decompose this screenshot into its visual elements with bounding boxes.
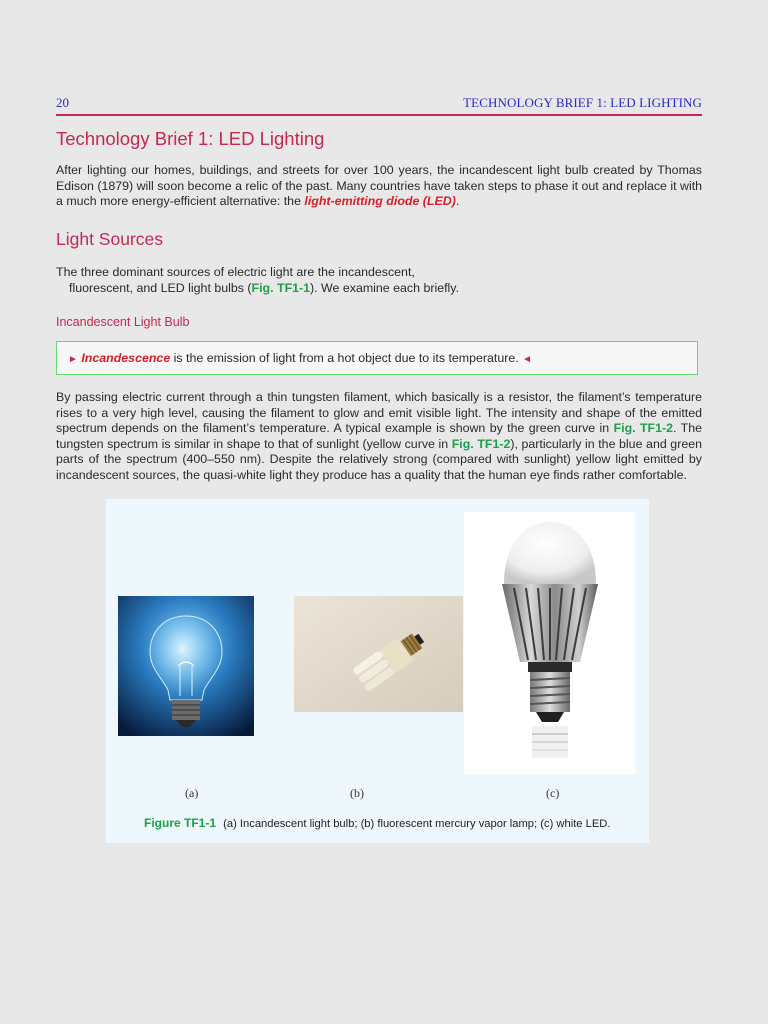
intro-line-3 [56, 194, 702, 210]
figure-caption [144, 816, 611, 830]
body-text: tungsten spectrum is similar in shape to that of sunlight (yellow curve in [56, 436, 452, 451]
incandescent-bulb-image [118, 596, 254, 736]
intro-text: a much more energy-efficient alternative: the [56, 194, 305, 209]
intro-line-2: Edison (1879) will soon become a relic of the past. Many countries have taken steps to phase it out and replace it with [56, 178, 703, 193]
running-header [56, 95, 702, 116]
figure-reference-link[interactable]: Fig. TF1-2 [613, 421, 674, 436]
body-text: . The [673, 421, 702, 436]
right-triangle-icon: ► [68, 354, 78, 365]
page-number: 20 [56, 95, 69, 110]
sources-text-end: ). We examine each briefly. [310, 280, 460, 295]
figure-reference-link[interactable]: Fig. TF1-2 [451, 436, 511, 451]
body-line-2: rises to a very high level, causing the filament to glow and emit visible light. The intensity and shape of the emitted [56, 405, 702, 420]
body-text: ), particularly in the blue and green [510, 436, 702, 451]
sources-line-1: The three dominant sources of electric light are the incandescent, [56, 265, 415, 279]
section-title: Light Sources [56, 229, 164, 249]
left-triangle-icon: ◄ [522, 354, 533, 365]
definition-body: is the emission of light from a hot object due to its temperature. [170, 351, 523, 365]
body-line-1: By passing electric current through a thin tungsten filament, which basically is a resistor, the filament’s temperature [56, 390, 702, 404]
definition-text [68, 351, 532, 365]
figure-reference-link[interactable]: Fig. TF1-1 [251, 280, 311, 295]
panel-label-a: (a) [185, 786, 199, 800]
body-text: spectrum depends on the filament’s temperature. A typical example is shown by the green curve in [56, 421, 614, 436]
panel-label-b: (b) [350, 786, 364, 800]
body-line-6: incandescent sources, the quasi-white light they produce has a quality that the human eye finds rather comfortable. [56, 467, 687, 482]
led-term: light-emitting diode (LED) [304, 194, 456, 209]
body-line-3 [56, 421, 702, 437]
running-title: TECHNOLOGY BRIEF 1: LED LIGHTING [463, 95, 702, 110]
body-paragraph [56, 390, 702, 484]
sources-paragraph [56, 265, 556, 296]
fluorescent-lamp-image [294, 596, 463, 712]
subsection-title: Incandescent Light Bulb [56, 315, 190, 329]
white-led-bulb-image [464, 512, 635, 774]
sources-text: fluorescent, and LED light bulbs ( [69, 280, 252, 295]
intro-period: . [455, 194, 460, 209]
figure-tf1-1 [106, 499, 649, 843]
figure-caption-label: Figure TF1-1 [144, 816, 217, 830]
intro-paragraph [56, 163, 702, 210]
page-title: Technology Brief 1: LED Lighting [56, 128, 325, 149]
definition-term: Incandescence [81, 351, 171, 365]
figure-caption-text: (a) Incandescent light bulb; (b) fluorescent mercury vapor lamp; (c) white LED. [223, 818, 611, 830]
intro-line-1: After lighting our homes, buildings, and streets for over 100 years, the incandescent light bulb created by Thomas [56, 163, 702, 177]
definition-box [56, 341, 698, 375]
sources-line-2 [56, 281, 556, 297]
body-line-5: parts of the spectrum (400–550 nm). Despite the relatively strong (compared with sunlight) yellow light emitted by [56, 452, 702, 467]
panel-label-c: (c) [546, 786, 560, 800]
body-line-4 [56, 437, 702, 453]
